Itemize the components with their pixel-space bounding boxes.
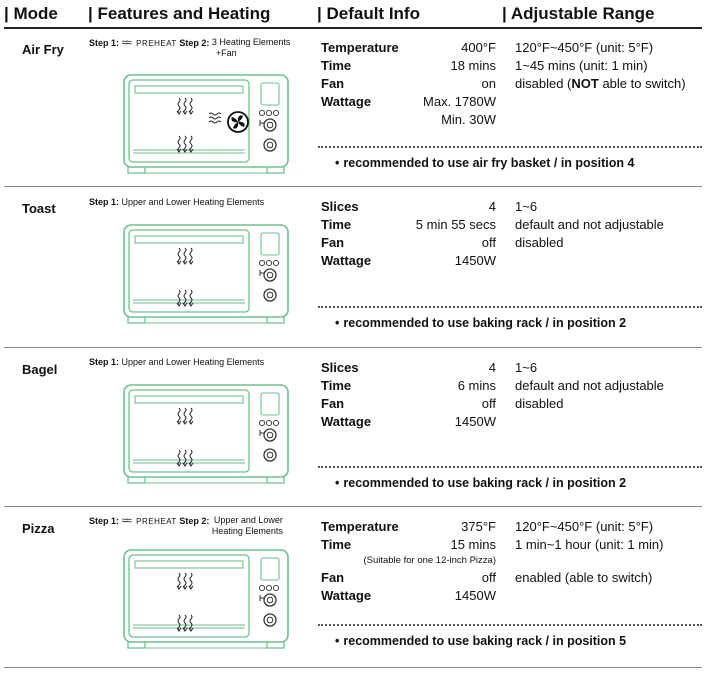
range-time: default and not adjustable xyxy=(515,378,664,393)
dotted-divider xyxy=(318,146,702,148)
label-time: Time xyxy=(321,58,352,73)
pizza-note: (Suitable for one 12-inch Pizza) xyxy=(363,555,496,566)
value-fan: off xyxy=(481,396,496,411)
range-fan: disabled xyxy=(515,235,564,250)
header-features: | Features and Heating xyxy=(88,4,271,23)
preheat-label: PREHEAT xyxy=(136,39,177,48)
step-1-label: Step 1: xyxy=(89,357,120,367)
label-slices: Slices xyxy=(321,199,359,214)
label-fan: Fan xyxy=(321,235,345,250)
range-slices: 1~6 xyxy=(515,199,538,214)
label-time: Time xyxy=(321,217,352,232)
step-1-label: Step 1: xyxy=(89,516,120,526)
preheat-label: PREHEAT xyxy=(136,517,177,526)
dotted-divider xyxy=(318,466,702,468)
steps xyxy=(89,357,264,367)
value-wattage: 1450W xyxy=(454,414,496,429)
label-wattage: Wattage xyxy=(321,253,372,268)
label-fan: Fan xyxy=(321,76,345,91)
value-wattage: 1450W xyxy=(454,588,496,603)
recommendation: • recommended to use baking rack / in position 2 xyxy=(335,476,626,490)
header-divider xyxy=(4,27,702,29)
range-fan: disabled (NOT able to switch) xyxy=(515,76,686,91)
step-2-text: 3 Heating Elements +Fan xyxy=(211,37,291,58)
mode-name: Pizza xyxy=(22,521,55,536)
step-2-label: Step 2: xyxy=(179,38,210,48)
value-slices: 4 xyxy=(488,360,496,375)
range-fan: enabled (able to switch) xyxy=(515,570,653,585)
step-1-label: Step 1: xyxy=(89,38,120,48)
fan-icon xyxy=(228,112,248,132)
value-fan: off xyxy=(481,235,496,250)
oven-illustration xyxy=(123,384,291,486)
label-fan: Fan xyxy=(321,570,345,585)
recommendation: • recommended to use baking rack / in position 2 xyxy=(335,316,626,330)
label-temperature: Temperature xyxy=(321,40,399,55)
value-fan: off xyxy=(481,570,496,585)
label-time: Time xyxy=(321,537,352,552)
value-time: 6 mins xyxy=(457,378,496,393)
step-2-text: Upper and Lower Heating Elements xyxy=(211,515,283,536)
range-time: 1~45 mins (unit: 1 min) xyxy=(515,58,648,73)
mode-name: Air Fry xyxy=(22,42,64,57)
value-fan: on xyxy=(481,76,496,91)
label-temperature: Temperature xyxy=(321,519,399,534)
heat-waves-icon xyxy=(209,113,221,123)
oven-illustration xyxy=(123,74,291,176)
value-time: 5 min 55 secs xyxy=(415,217,496,232)
range-slices: 1~6 xyxy=(515,360,538,375)
label-time: Time xyxy=(321,378,352,393)
step-1-text: Upper and Lower Heating Elements xyxy=(121,197,265,207)
step-1-label: Step 1: xyxy=(89,197,120,207)
recommendation: • recommended to use baking rack / in position 5 xyxy=(335,634,626,648)
mode-name: Toast xyxy=(22,201,56,216)
row-divider xyxy=(4,667,702,668)
label-fan: Fan xyxy=(321,396,345,411)
steps xyxy=(89,515,283,537)
label-wattage: Wattage xyxy=(321,94,372,109)
oven-illustration xyxy=(123,224,291,326)
steps xyxy=(89,37,290,59)
label-slices: Slices xyxy=(321,360,359,375)
value-wattage: Max. 1780W xyxy=(423,94,496,109)
oven-illustration xyxy=(123,549,291,651)
heat-waves-icon: ≈≈ xyxy=(121,37,130,49)
value-temperature: 375°F xyxy=(461,519,496,534)
dotted-divider xyxy=(318,306,702,308)
value-wattage-min: Min. 30W xyxy=(441,112,496,127)
steps xyxy=(89,197,264,207)
header-adjustable-range: | Adjustable Range xyxy=(502,4,655,23)
step-2-label: Step 2: xyxy=(179,516,210,526)
label-wattage: Wattage xyxy=(321,588,372,603)
value-slices: 4 xyxy=(488,199,496,214)
header-mode: | Mode xyxy=(4,4,58,23)
range-temperature: 120°F~450°F (unit: 5°F) xyxy=(515,40,654,55)
range-fan: disabled xyxy=(515,396,564,411)
range-time: default and not adjustable xyxy=(515,217,664,232)
value-time: 18 mins xyxy=(450,58,496,73)
header-default-info: | Default Info xyxy=(317,4,420,23)
value-temperature: 400°F xyxy=(461,40,496,55)
label-wattage: Wattage xyxy=(321,414,372,429)
heat-waves-icon: ≈≈ xyxy=(121,515,130,527)
mode-name: Bagel xyxy=(22,362,58,377)
range-temperature: 120°F~450°F (unit: 5°F) xyxy=(515,519,654,534)
range-time: 1 min~1 hour (unit: 1 min) xyxy=(515,537,664,552)
value-wattage: 1450W xyxy=(454,253,496,268)
dotted-divider xyxy=(318,624,702,626)
value-time: 15 mins xyxy=(450,537,496,552)
row-divider xyxy=(4,506,702,507)
step-1-text: Upper and Lower Heating Elements xyxy=(121,357,265,367)
row-divider xyxy=(4,186,702,187)
recommendation: • recommended to use air fry basket / in position 4 xyxy=(335,156,634,170)
row-divider xyxy=(4,347,702,348)
